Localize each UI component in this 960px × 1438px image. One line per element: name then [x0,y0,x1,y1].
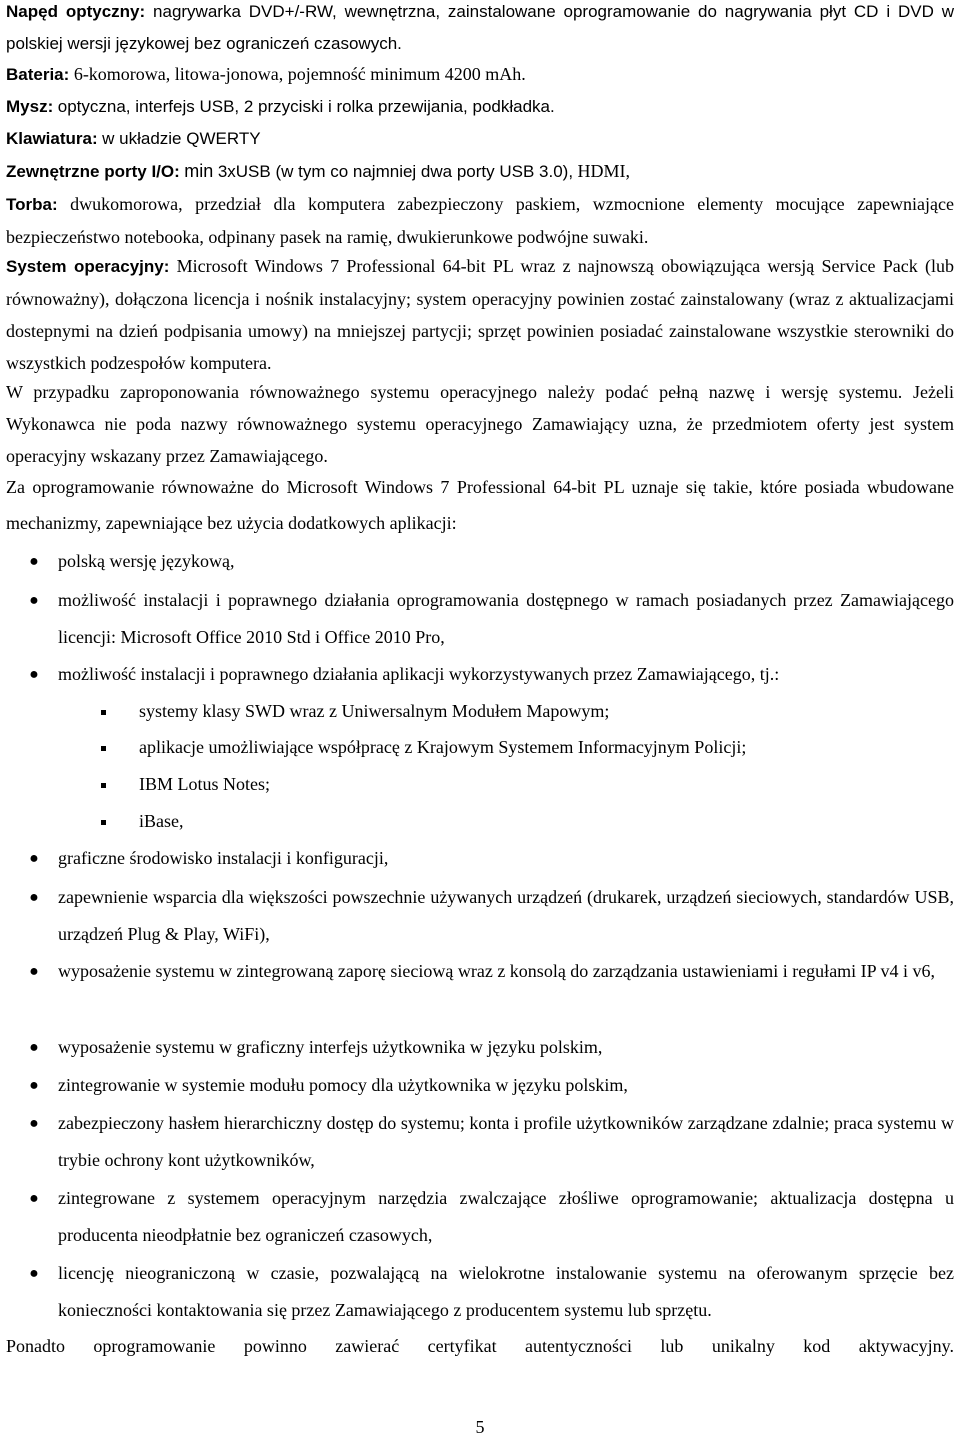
paragraph-equivalent-system: W przypadku zaproponowania równoważnego systemu operacyjnego należy podać pełną nazwę i wersję systemu. Jeżeli Wykonawca nie poda nazwy równoważnego systemu operacyjnego Zamawiający uzna, że przedmiotem oferty jest system operacyjny wskazany przez Zamawiającego. [6,382,954,466]
sub-list-item: systemy klasy SWD wraz z Uniwersalnym Modułem Mapowym; [139,701,610,721]
spec-value: optyczna, interfejs USB, 2 przyciski i rolka przewijania, podkładka. [57,97,555,116]
spec-optical-drive [6,0,954,60]
list-item: polską wersję językową, [58,551,235,571]
sub-list-item: IBM Lotus Notes; [139,774,271,794]
spec-label: Napęd optyczny: [6,2,146,21]
spec-value: 3xUSB (w tym co najmniej dwa porty USB 3.0), [217,162,574,181]
spec-value: dwukomorowa, przedział dla komputera zabezpieczony paskiem, wzmocnione elementy mocujące zapewniające bezpieczeństwo notebooka, odpinany pasek na ramię, dwukierunkowe podwójne suwaki. [6,194,955,247]
spec-label: Zewnętrzne porty I/O: [6,162,180,181]
spec-label: System operacyjny: [6,257,170,276]
list-item: zabezpieczony hasłem hierarchiczny dostęp do systemu; konta i profile użytkowników zarządzane zdalnie; praca systemu w trybie ochrony kont użytkowników, [58,1113,954,1170]
spec-io-ports [6,155,954,188]
bullet-dot: ● [29,553,39,570]
page-number: 5 [475,1417,485,1437]
spec-bag [6,188,954,253]
spec-battery [6,58,954,91]
bullet-dot: ● [29,1190,39,1207]
square-bullet-icon [101,746,106,751]
bullet-dot: ● [29,1115,39,1132]
bullet-dot: ● [29,1039,39,1056]
spec-value-min: min [184,161,214,181]
spec-label: Torba: [6,195,58,214]
bullet-dot: ● [29,1077,39,1094]
spec-label: Mysz: [6,97,54,116]
list-item: graficzne środowisko instalacji i konfiguracji, [58,848,389,868]
spec-value: 6-komorowa, litowa-jonowa, pojemność minimum 4200 mAh. [73,64,526,84]
spec-operating-system [6,250,954,379]
bullet-dot: ● [29,889,39,906]
spec-value: w układzie QWERTY [102,129,261,148]
spec-label: Bateria: [6,65,70,84]
list-item: licencję nieograniczoną w czasie, pozwalającą na wielokrotne instalowanie systemu na oferowanym sprzęcie bez konieczności kontaktowania się przez Zamawiającego z producentem systemu lub sprzętu. [58,1263,954,1320]
list-item: zintegrowanie w systemie modułu pomocy dla użytkownika w języku polskim, [58,1075,628,1095]
bullet-dot: ● [29,963,39,980]
sub-list-item: aplikacje umożliwiające współpracę z Krajowym Systemem Informacyjnym Policji; [139,737,747,757]
spec-value: nagrywarka DVD+/-RW, wewnętrzna, zainstalowane oprogramowanie do nagrywania płyt CD i DVD w polskiej wersji językowej bez ograniczeń czasowych. [6,2,954,53]
square-bullet-icon [101,783,106,788]
spec-label: Klawiatura: [6,129,98,148]
list-item: wyposażenie systemu w zintegrowaną zaporę sieciową wraz z konsolą do zarządzania ustawieniami i regułami IP v4 i v6, [58,961,936,981]
sub-list-item: iBase, [139,811,184,831]
list-item: możliwość instalacji i poprawnego działania aplikacji wykorzystywanych przez Zamawiającego, tj.: [58,664,780,684]
spec-mouse [6,90,954,123]
square-bullet-icon [101,820,106,825]
bullet-dot: ● [29,592,39,609]
square-bullet-icon [101,710,106,715]
bullet-dot: ● [29,850,39,867]
list-item: zintegrowane z systemem operacyjnym narzędzia zwalczające złośliwe oprogramowanie; aktualizacja dostępna u producenta nieodpłatnie bez ograniczeń czasowych, [58,1188,954,1245]
spec-keyboard [6,122,954,155]
bullet-dot: ● [29,666,39,683]
list-item: wyposażenie systemu w graficzny interfejs użytkownika w języku polskim, [58,1037,603,1057]
paragraph-equivalent-intro: Za oprogramowanie równoważne do Microsoft Windows 7 Professional 64-bit PL uznaje się takie, które posiada wbudowane mechanizmy, zapewniające bez użycia dodatkowych aplikacji: [6,477,954,533]
spec-value-tail: HDMI, [577,161,631,181]
list-item: możliwość instalacji i poprawnego działania oprogramowania dostępnego w ramach posiadanych przez Zamawiającego licencji: Microsoft Office 2010 Std i Office 2010 Pro, [58,590,954,647]
paragraph-certificate: Ponadto oprogramowanie powinno zawierać certyfikat autentyczności lub unikalny kod aktywacyjny. [6,1336,954,1356]
bullet-dot: ● [29,1265,39,1282]
list-item: zapewnienie wsparcia dla większości powszechnie używanych urządzeń (drukarek, urządzeń sieciowych, standardów USB, urządzeń Plug & Play, WiFi), [58,887,954,944]
spec-value: Microsoft Windows 7 Professional 64-bit PL wraz z najnowszą obowiązująca wersją Service Pack (lub równoważny), dołączona licencja i nośnik instalacyjny; system operacyjny powinien zostać zainstalowany (wraz z aktualizacjami dostepnymi na dzień podpisania umowy) na mniejszej partycji; sprzęt powinien posiadać zainstalowane wszystkie sterowniki do wszystkich podzespołów komputera. [6,256,955,373]
